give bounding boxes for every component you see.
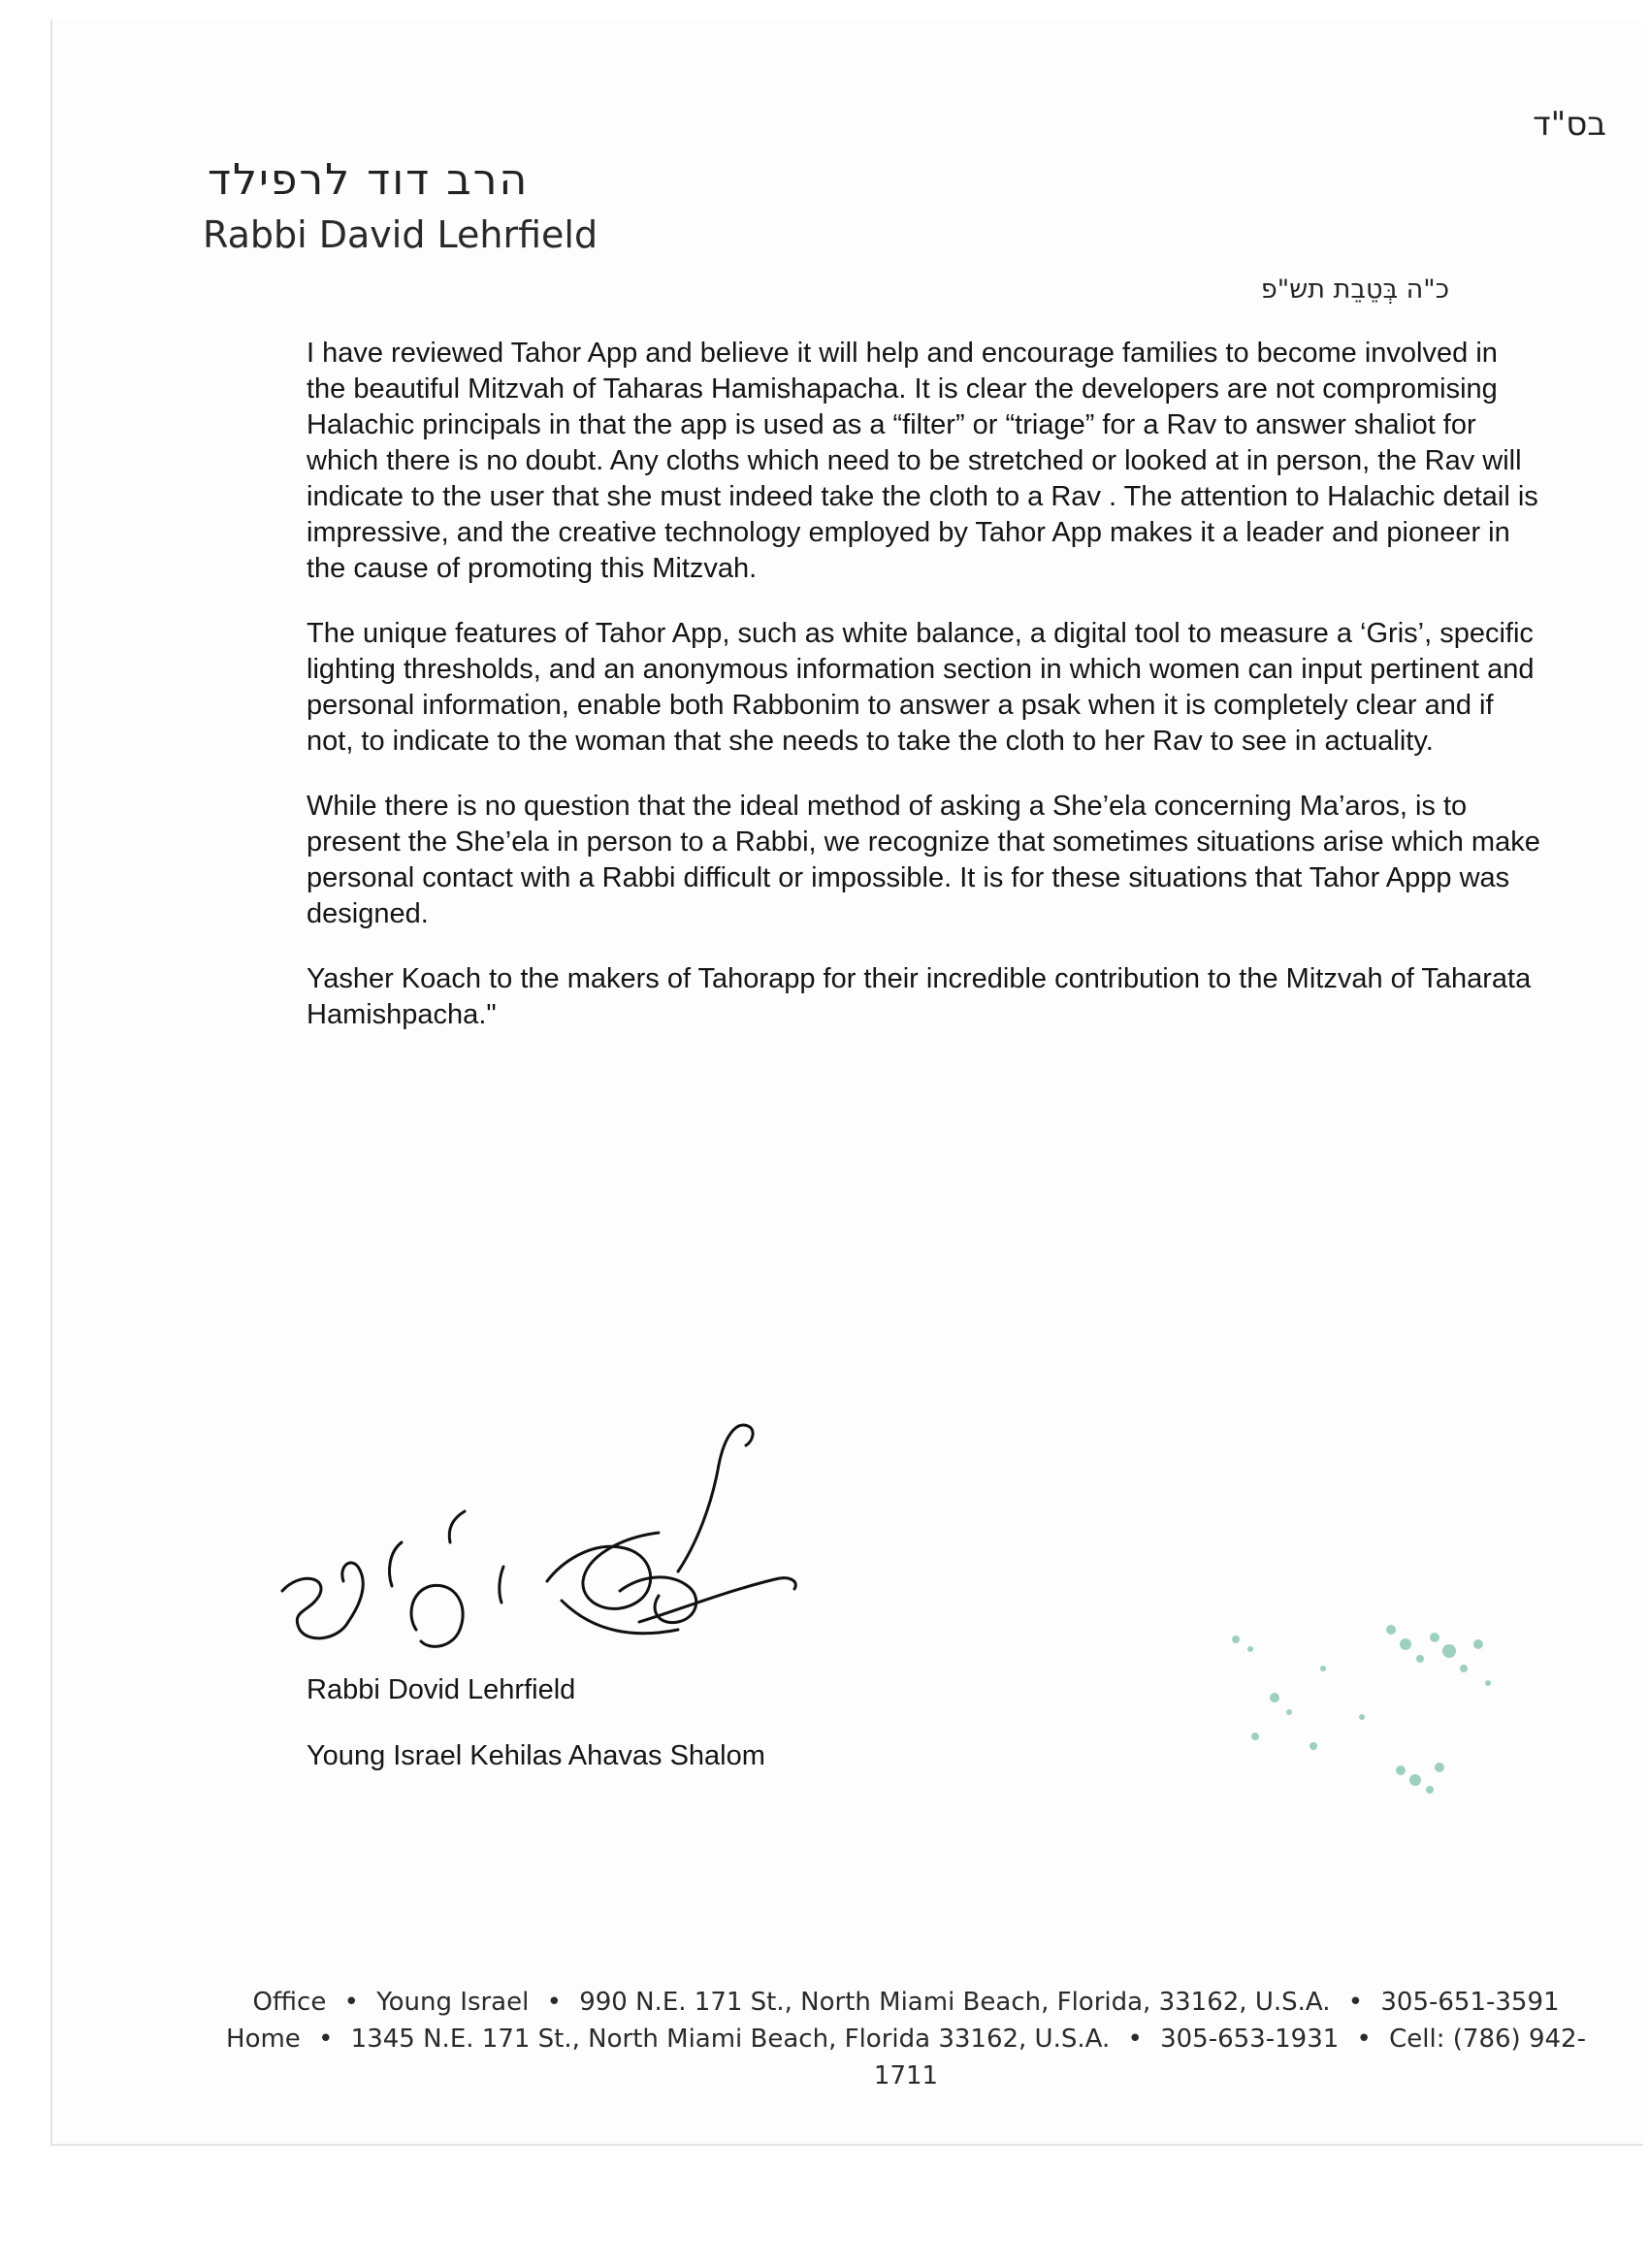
bullet-separator: • <box>1356 2025 1372 2054</box>
home-phone: 305-653-1931 <box>1160 2025 1340 2054</box>
home-address: 1345 N.E. 171 St., North Miami Beach, Florida 33162, U.S.A. <box>350 2025 1111 2054</box>
footer-office-line <box>198 1984 1614 2021</box>
bullet-separator: • <box>546 1988 562 2017</box>
hebrew-date: כ"ה בְּטֵבֵת תש"פ <box>1260 275 1449 305</box>
home-label: Home <box>226 2025 301 2054</box>
office-label: Office <box>252 1988 327 2017</box>
handwritten-signature <box>271 1397 872 1678</box>
letter-page <box>50 19 1643 2146</box>
office-address: 990 N.E. 171 St., North Miami Beach, Florida, 33162, U.S.A. <box>579 1988 1331 2017</box>
paragraph: While there is no question that the ideal method of asking a She’ela concerning Ma’aros, is to present the She’ela in person to a Rabbi, we recognize that sometimes situations arise which make personal contact with a Rabbi difficult or impossible. It is for these situations that Tahor Appp was designed. <box>307 791 1540 929</box>
bullet-separator: • <box>318 2025 334 2054</box>
paragraph: The unique features of Tahor App, such as white balance, a digital tool to measure a ‘Gris’, specific lighting thresholds, and an anonymous information section in which women can input pertinent and personal information, enable both Rabbonim to answer a psak when it is completely clear and if not, to indicate to the woman that she needs to take the cloth to her Rav to see in actuality. <box>307 618 1535 757</box>
letter-body <box>307 336 1543 1062</box>
bullet-separator: • <box>1347 1988 1364 2017</box>
letterhead-footer <box>198 1984 1614 2094</box>
footer-home-line <box>198 2021 1614 2094</box>
office-org: Young Israel <box>376 1988 530 2017</box>
besd-marking: בס"ד <box>1533 105 1606 144</box>
paragraph: I have reviewed Tahor App and believe it will help and encourage families to become involved in the beautiful Mitzvah of Taharas Hamishapacha. It is clear the developers are not compromising Halachic principals in that the app is used as a “filter” or “triage” for a Rav to answer shaliot for which there is no doubt. Any cloths which need to be stretched or looked at in person, the Rav will indicate to the user that she must indeed take the cloth to a Rav . The attention to Halachic detail is impressive, and the creative technology employed by Tahor App makes it a leader and pioneer in the cause of promoting this Mitzvah. <box>307 338 1538 584</box>
signatory-organization: Young Israel Kehilas Ahavas Shalom <box>307 1740 765 1771</box>
paragraph: Yasher Koach to the makers of Tahorapp for their incredible contribution to the Mitzvah of Taharata Hamishpacha." <box>307 963 1532 1030</box>
letterhead-english-name: Rabbi David Lehrfield <box>203 213 598 256</box>
letterhead-hebrew-name: הרב דוד לרפילד <box>208 155 530 205</box>
office-phone: 305-651-3591 <box>1380 1988 1560 2017</box>
signatory-name: Rabbi Dovid Lehrfield <box>307 1674 576 1705</box>
home-cell: Cell: (786) 942-1711 <box>873 2025 1586 2090</box>
green-ink-smudge <box>1197 1591 1546 1814</box>
bullet-separator: • <box>1127 2025 1143 2054</box>
bullet-separator: • <box>343 1988 359 2017</box>
